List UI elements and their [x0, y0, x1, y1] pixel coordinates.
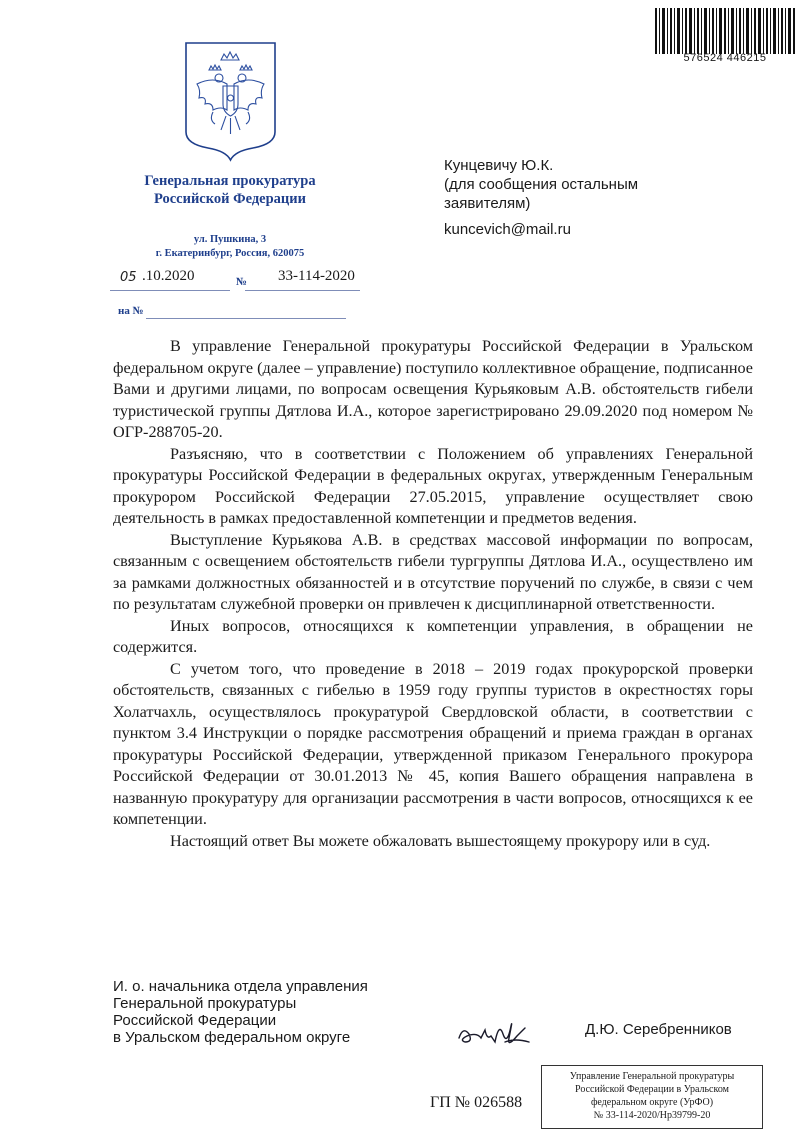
- coat-of-arms-icon: [183, 40, 278, 162]
- recipient-note-line1: (для сообщения остальным: [444, 176, 639, 193]
- recipient-block: [444, 156, 744, 213]
- form-number: ГП № 026588: [430, 1094, 523, 1111]
- recipient-note-line2: заявителям): [444, 195, 531, 212]
- registration-stamp: [541, 1065, 763, 1129]
- paragraph-4: Иных вопросов, относящихся к компетенции управления, в обращении не содержится.: [113, 616, 753, 656]
- signatory-title-line1: И. о. начальника отдела управления: [113, 978, 368, 995]
- org-name-line1: Генеральная прокуратура: [144, 173, 316, 189]
- date-underline: [110, 290, 230, 291]
- letter-body: [113, 336, 753, 852]
- org-address-line2: г. Екатеринбург, Россия, 620075: [155, 248, 305, 259]
- paragraph-3: Выступление Курьякова А.В. в средствах массовой информации по вопросам, связанным с освещением обстоятельств гибели тургруппы Дятлова И.А., осуществлено им за рамками должностных обязанностей и в отсутствие поручений по службе, в связи с чем по результатам служебной проверки он привлечен к дисциплинарной ответственности.: [113, 530, 753, 613]
- signatory-title-line2: Генеральной прокуратуры: [113, 995, 297, 1012]
- org-name: [110, 172, 350, 208]
- org-address: [120, 233, 340, 261]
- barcode-image: [655, 6, 795, 56]
- reply-to-line: [118, 305, 358, 321]
- org-address-line1: ул. Пушкина, 3: [193, 234, 267, 245]
- barcode-number: 576524 446215: [683, 52, 767, 64]
- stamp-line4: № 33-114-2020/Нр39799-20: [593, 1110, 711, 1121]
- number-underline: [245, 290, 360, 291]
- stamp-line1: Управление Генеральной прокуратуры: [569, 1071, 735, 1082]
- outgoing-date: .10.2020: [142, 268, 195, 284]
- recipient-name: Кунцевичу Ю.К.: [444, 157, 554, 174]
- paragraph-6: Настоящий ответ Вы можете обжаловать вышестоящему прокурору или в суд.: [170, 831, 711, 850]
- org-name-line2: Российской Федерации: [153, 191, 306, 207]
- signatory-name: Д.Ю. Серебренников: [585, 1021, 732, 1038]
- number-sign: №: [236, 276, 248, 288]
- signatory-title-line4: в Уральском федеральном округе: [113, 1029, 351, 1046]
- signatory-title: [113, 978, 433, 1046]
- stamp-line2: Российской Федерации в Уральском: [575, 1084, 729, 1095]
- outgoing-number: 33-114-2020: [278, 268, 355, 284]
- reply-to-underline: [146, 318, 346, 319]
- stamp-line3: федеральном округе (УрФО): [590, 1097, 714, 1108]
- reply-to-label: на №: [118, 305, 144, 317]
- paragraph-5: С учетом того, что проведение в 2018 – 2019 годах прокурорской проверки обстоятельств, связанных с гибелью в 1959 году группы туристов в окрестностях горы Холатчахль, осуществлялось прокуратурой Свердловской области, в соответствии с пунктом 3.4 Инструкции о порядке рассмотрения обращений и приема граждан в органах прокуратуры Российской Федерации, утвержденной приказом Генерального прокурора Российской Федерации от 30.01.2013 № 45, копия Вашего обращения направлена в названную прокуратуру для организации рассмотрения в части вопросов, относящихся к ее компетенции.: [113, 659, 753, 828]
- outgoing-day: 05: [120, 270, 137, 285]
- recipient-email: kuncevich@mail.ru: [444, 221, 571, 238]
- signatory-title-line3: Российской Федерации: [113, 1012, 277, 1029]
- outgoing-date-number: [110, 268, 370, 292]
- handwritten-signature-icon: [455, 1012, 535, 1050]
- paragraph-2: Разъясняю, что в соответствии с Положением об управлениях Генеральной прокуратуры Российской Федерации в федеральных округах, утвержденным Генеральным прокурором Российской Федерации 27.05.2015, управление осуществляет свою деятельность в рамках предоставленной компетенции и предметов ведения.: [113, 444, 753, 527]
- paragraph-1: В управление Генеральной прокуратуры Российской Федерации в Уральском федеральном округе (далее – управление) поступило коллективное обращение, подписанное Вами и другими лицами, по вопросам освещения Курьяковым А.В. обстоятельств гибели туристической группы Дятлова И.А., которое зарегистрировано 29.09.2020 под номером № ОГР-288705-20.: [113, 337, 753, 441]
